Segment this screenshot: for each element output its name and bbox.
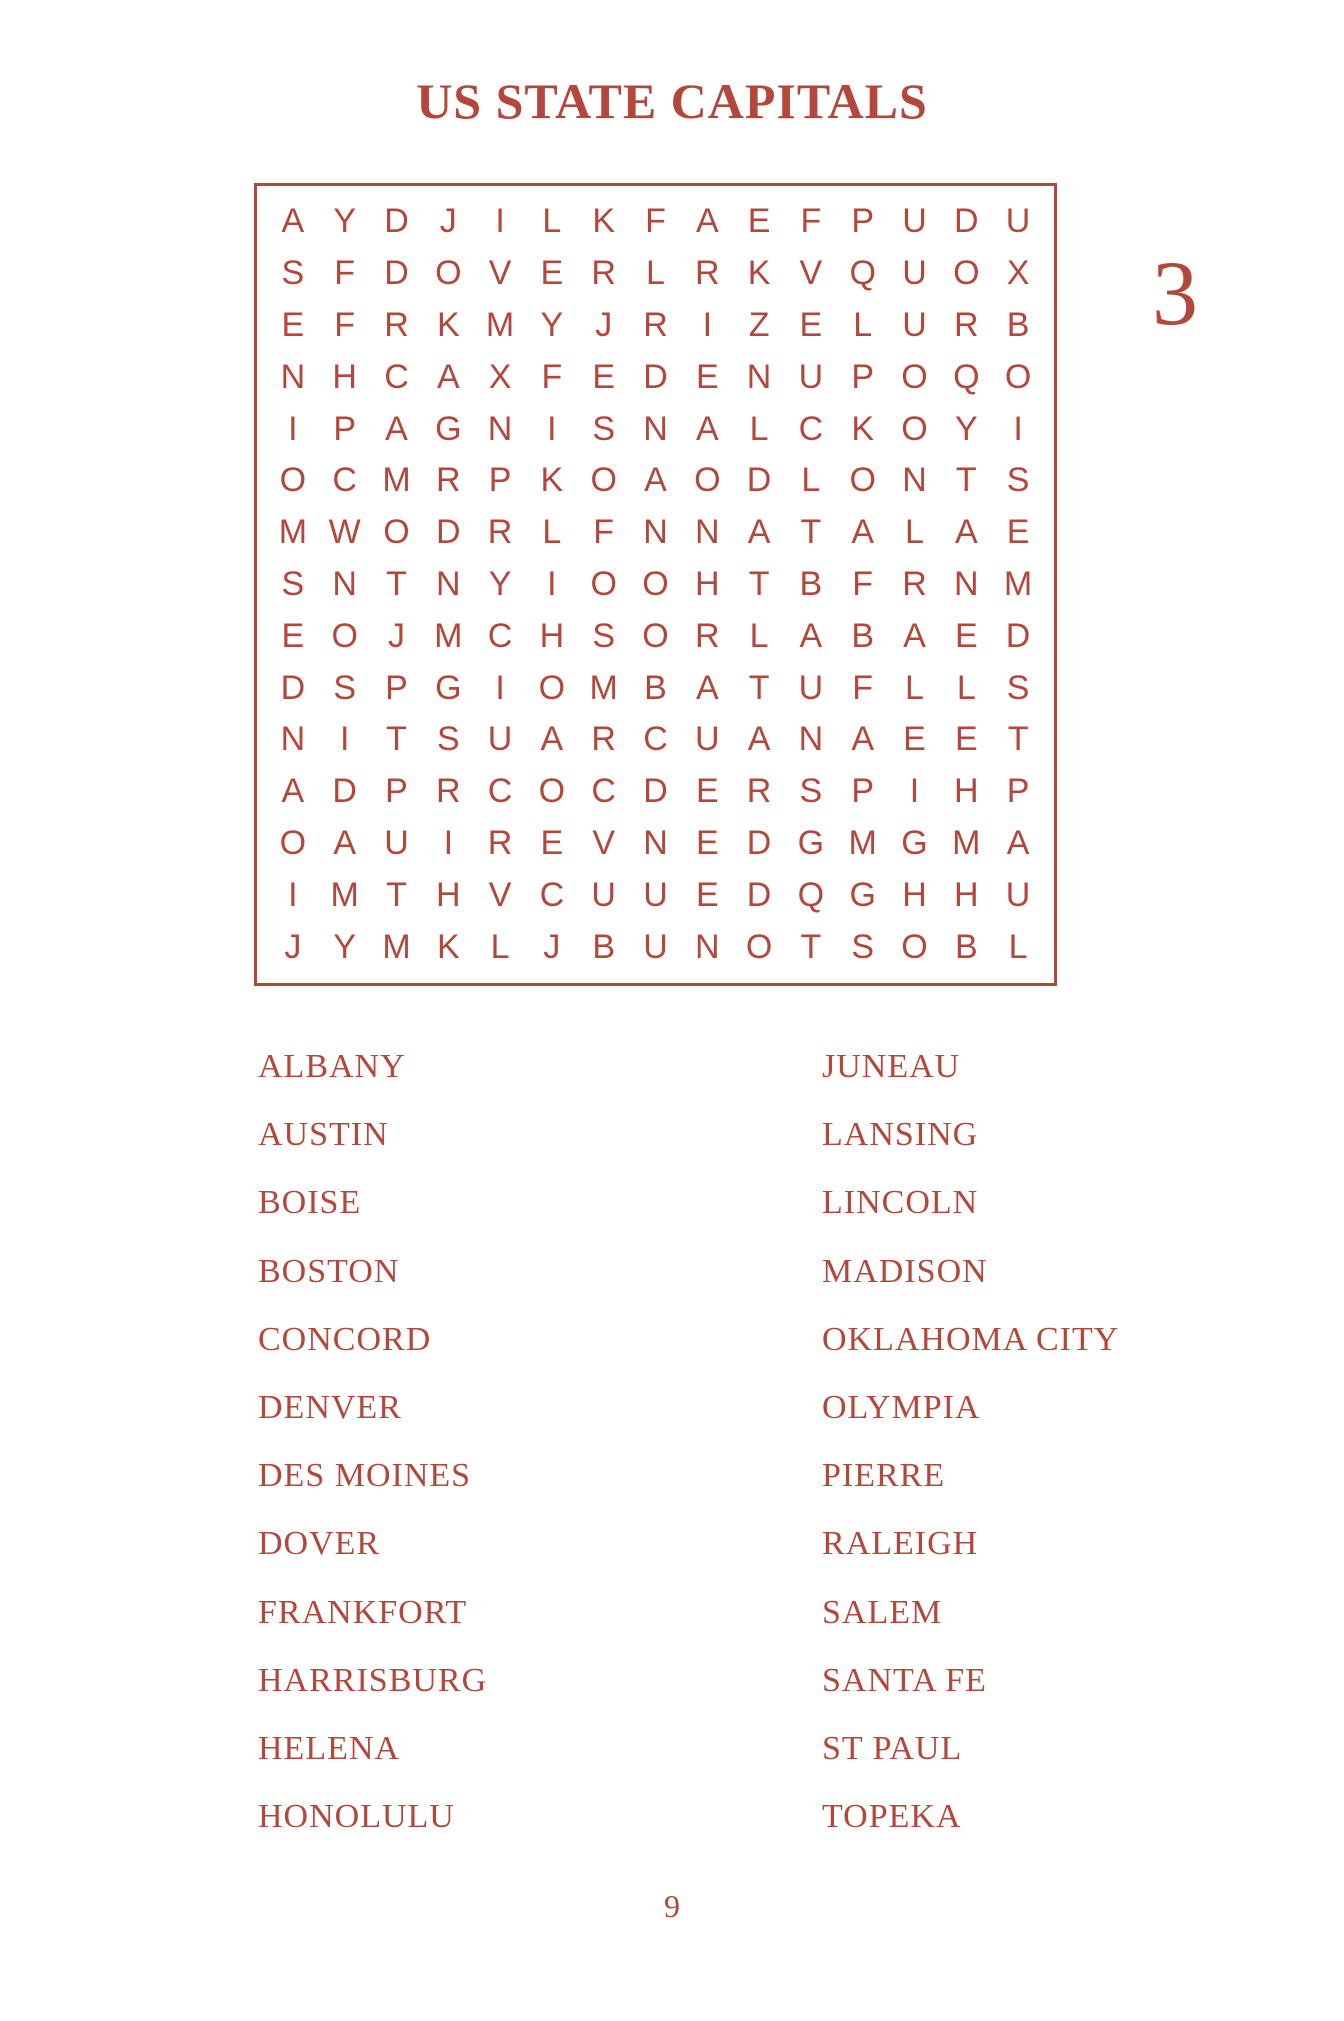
grid-letter: V — [488, 254, 512, 293]
grid-letter: A — [695, 409, 719, 448]
grid-letter: F — [334, 254, 356, 293]
grid-letter: H — [436, 875, 461, 914]
grid-letter: E — [540, 254, 564, 293]
grid-letter: T — [955, 461, 977, 500]
grid-letter: E — [695, 772, 719, 811]
grid-letter: D — [746, 875, 772, 914]
grid-letter: O — [849, 461, 876, 500]
grid-letter: U — [902, 202, 927, 241]
word-list-item: HARRISBURG — [258, 1661, 488, 1699]
grid-letter: E — [592, 357, 616, 396]
grid-letter: D — [332, 772, 357, 811]
grid-letter: U — [643, 927, 668, 966]
grid-letter: U — [695, 720, 720, 759]
grid-letter: A — [281, 202, 305, 241]
grid-letter: A — [1006, 823, 1030, 862]
grid-letter: O — [279, 823, 307, 862]
grid-letter: S — [333, 668, 357, 707]
grid-letter: B — [1006, 305, 1030, 344]
grid-letter: N — [332, 564, 357, 603]
grid-letter: M — [382, 927, 411, 966]
grid-letter: N — [280, 357, 306, 396]
grid-letter: O — [331, 616, 358, 655]
grid-letter: C — [487, 616, 513, 655]
grid-letter: S — [799, 772, 823, 811]
grid-letter: O — [901, 409, 928, 448]
grid-letter: A — [851, 513, 875, 552]
grid-letter: O — [435, 254, 462, 293]
grid-letter: L — [542, 513, 562, 552]
grid-letter: E — [281, 616, 305, 655]
grid-letter: P — [851, 202, 875, 241]
grid-letter: M — [382, 461, 411, 500]
grid-letter: I — [702, 305, 713, 344]
grid-letter: L — [490, 927, 510, 966]
grid-letter: U — [902, 254, 927, 293]
grid-letter: M — [952, 823, 981, 862]
grid-letter: E — [695, 875, 719, 914]
grid-letter: U — [798, 357, 824, 396]
grid-letter: S — [281, 254, 305, 293]
grid-letter: F — [334, 305, 356, 344]
grid-letter: M — [848, 823, 877, 862]
grid-letter: A — [436, 357, 460, 396]
word-list-item: DENVER — [258, 1388, 402, 1426]
grid-letter: P — [851, 357, 875, 396]
grid-letter: A — [747, 720, 771, 759]
grid-letter: A — [954, 513, 978, 552]
grid-letter: A — [281, 772, 305, 811]
grid-letter: A — [851, 720, 875, 759]
grid-letter: T — [386, 720, 407, 759]
grid-letter: J — [439, 202, 457, 241]
grid-letter: T — [1007, 720, 1029, 759]
grid-letter: S — [1006, 668, 1030, 707]
grid-letter: A — [385, 409, 408, 448]
grid-letter: M — [1003, 564, 1033, 603]
grid-letter: L — [853, 305, 873, 344]
grid-letter: R — [591, 720, 616, 759]
page-number: 9 — [664, 1888, 680, 1924]
grid-letter: K — [851, 409, 875, 448]
grid-letter: V — [488, 875, 512, 914]
grid-letter: S — [851, 927, 875, 966]
grid-letter: O — [538, 668, 566, 707]
grid-letter: J — [284, 927, 302, 966]
word-list-item: RALEIGH — [822, 1525, 979, 1563]
grid-letter: C — [591, 772, 616, 811]
grid-letter: K — [436, 305, 460, 344]
grid-letter: N — [643, 823, 668, 862]
grid-letter: N — [487, 409, 513, 448]
grid-letter: T — [800, 927, 822, 966]
grid-letter: D — [746, 823, 772, 862]
grid-letter: S — [1006, 461, 1030, 500]
word-list-item: FRANKFORT — [258, 1593, 468, 1631]
grid-letter: L — [801, 461, 821, 500]
grid-letter: H — [539, 616, 565, 655]
word-list-item: AUSTIN — [258, 1116, 389, 1154]
grid-letter: F — [852, 564, 874, 603]
grid-letter: P — [333, 409, 357, 448]
grid-letter: G — [435, 668, 462, 707]
word-list-left — [258, 1048, 487, 1866]
grid-letter: T — [748, 564, 770, 603]
grid-letter: V — [799, 254, 823, 293]
grid-letter: H — [902, 875, 927, 914]
grid-letter: I — [495, 668, 505, 707]
grid-letter: K — [747, 254, 771, 293]
grid-letter: M — [330, 875, 359, 914]
grid-letter: U — [384, 823, 409, 862]
grid-letter: A — [903, 616, 926, 655]
grid-letter: F — [541, 357, 563, 396]
grid-letter: T — [748, 668, 770, 707]
word-list-item: ALBANY — [258, 1048, 406, 1085]
grid-letter: R — [487, 823, 513, 862]
grid-letter: L — [956, 668, 976, 707]
grid-letter: Q — [849, 254, 876, 293]
grid-letter: D — [384, 254, 409, 293]
grid-letter: R — [695, 254, 720, 293]
grid-letter: Y — [954, 409, 978, 448]
grid-letter: V — [592, 823, 616, 862]
grid-letter: T — [800, 513, 822, 552]
grid-letter: A — [747, 513, 771, 552]
grid-letter: D — [436, 513, 461, 552]
grid-letter: G — [797, 823, 825, 862]
word-list-item: LANSING — [822, 1116, 979, 1154]
grid-letter: W — [328, 513, 361, 552]
grid-letter: N — [643, 513, 668, 552]
grid-letter: B — [954, 927, 978, 966]
grid-letter: F — [593, 513, 615, 552]
grid-letter: F — [645, 202, 666, 241]
grid-letter: E — [903, 720, 926, 759]
word-list-item: MADISON — [822, 1252, 988, 1290]
grid-letter: D — [643, 357, 668, 396]
grid-letter: U — [798, 668, 824, 707]
grid-letter: O — [1004, 357, 1032, 396]
word-list-item: HONOLULU — [258, 1798, 455, 1836]
grid-letter: C — [798, 409, 824, 448]
word-list-item: SALEM — [822, 1593, 943, 1631]
grid-letter: D — [954, 202, 979, 241]
grid-letter: A — [540, 720, 564, 759]
grid-letter: R — [695, 616, 720, 655]
grid-letter: M — [485, 305, 515, 344]
word-list-item: PIERRE — [822, 1457, 946, 1495]
grid-letter: O — [383, 513, 410, 552]
grid-letter: O — [590, 461, 617, 500]
grid-letter: F — [852, 668, 874, 707]
word-list-item: DOVER — [258, 1525, 381, 1563]
grid-letter: R — [746, 772, 772, 811]
grid-letter: B — [851, 616, 875, 655]
grid-letter: P — [851, 772, 875, 811]
grid-letter: K — [436, 927, 460, 966]
grid-letter: S — [592, 616, 616, 655]
grid-letter: L — [646, 254, 665, 293]
grid-letter: J — [543, 927, 561, 966]
grid-letter: I — [909, 772, 920, 811]
grid-letter: I — [443, 823, 454, 862]
word-list-item: BOISE — [258, 1184, 362, 1222]
grid-letter: F — [800, 202, 822, 241]
word-list-item: JUNEAU — [822, 1048, 961, 1085]
grid-letter: H — [954, 875, 979, 914]
grid-letter: I — [547, 409, 557, 448]
grid-letter: N — [902, 461, 927, 500]
grid-letter: X — [1006, 254, 1030, 293]
grid-letter: U — [487, 720, 513, 759]
grid-letter: O — [745, 927, 773, 966]
grid-letter: E — [799, 305, 823, 344]
grid-letter: I — [288, 409, 298, 448]
grid-letter: R — [436, 461, 461, 500]
grid-letter: L — [749, 616, 769, 655]
grid-letter: J — [387, 616, 405, 655]
grid-letter: H — [954, 772, 979, 811]
word-list-item: CONCORD — [258, 1320, 432, 1358]
grid-letter: Y — [488, 564, 512, 603]
grid-letter: B — [592, 927, 616, 966]
grid-letter: G — [435, 409, 462, 448]
grid-letter: R — [384, 305, 409, 344]
page-title: US STATE CAPITALS — [416, 73, 928, 129]
word-list-right — [822, 1048, 1119, 1866]
grid-letter: I — [288, 875, 298, 914]
grid-letter: G — [901, 823, 928, 862]
grid-letter: U — [1005, 202, 1031, 241]
word-list-item: OLYMPIA — [822, 1388, 981, 1426]
grid-letter: N — [280, 720, 306, 759]
grid-letter: R — [954, 305, 979, 344]
grid-letter: P — [385, 668, 408, 707]
grid-letter: R — [487, 513, 513, 552]
grid-letter: I — [339, 720, 350, 759]
grid-letter: Y — [540, 305, 564, 344]
grid-letter: N — [643, 409, 668, 448]
grid-letter: Z — [748, 305, 770, 344]
grid-letter: O — [642, 616, 669, 655]
word-list-item: OKLAHOMA CITY — [822, 1320, 1120, 1358]
grid-letter: R — [643, 305, 668, 344]
grid-letter: P — [385, 772, 408, 811]
word-list-item: BOSTON — [258, 1252, 400, 1290]
grid-letter: L — [749, 409, 769, 448]
grid-letter: E — [695, 357, 719, 396]
grid-letter: U — [902, 305, 927, 344]
grid-letter: P — [488, 461, 512, 500]
grid-letter: Q — [953, 357, 980, 396]
grid-letter: D — [384, 202, 409, 241]
grid-letter: E — [695, 823, 719, 862]
grid-letter: I — [495, 202, 505, 241]
grid-letter: H — [695, 564, 720, 603]
word-list-item: ST PAUL — [822, 1729, 963, 1767]
grid-letter: I — [1013, 409, 1023, 448]
grid-letter: B — [644, 668, 667, 707]
grid-letter: S — [592, 409, 616, 448]
grid-letter: X — [488, 357, 512, 396]
grid-letter: D — [643, 772, 668, 811]
grid-letter: J — [595, 305, 613, 344]
grid-letter: O — [953, 254, 980, 293]
grid-letter: G — [849, 875, 876, 914]
grid-letter: Q — [797, 875, 825, 914]
grid-letter: D — [1005, 616, 1031, 655]
grid-letter: C — [643, 720, 668, 759]
grid-letter: N — [695, 513, 720, 552]
grid-letter: L — [542, 202, 562, 241]
grid-letter: U — [1005, 875, 1031, 914]
grid-letter: E — [747, 202, 771, 241]
grid-letter: R — [591, 254, 616, 293]
grid-letter: E — [281, 305, 305, 344]
word-list-item: LINCOLN — [822, 1184, 979, 1222]
grid-letter: S — [281, 564, 305, 603]
grid-letter: N — [746, 357, 772, 396]
grid-letter: T — [386, 564, 407, 603]
grid-letter: A — [333, 823, 357, 862]
grid-letter: L — [905, 668, 924, 707]
grid-letter: U — [591, 875, 616, 914]
grid-letter: R — [902, 564, 927, 603]
grid-letter: Y — [333, 202, 357, 241]
grid-letter: U — [643, 875, 668, 914]
grid-letter: N — [954, 564, 979, 603]
word-list-item: SANTA FE — [822, 1661, 987, 1699]
grid-letter: K — [540, 461, 564, 500]
grid-letter: O — [279, 461, 307, 500]
grid-letter: O — [538, 772, 566, 811]
grid-letter: A — [695, 202, 719, 241]
grid-letter: D — [280, 668, 306, 707]
grid-letter: Y — [333, 927, 357, 966]
grid-letter: N — [798, 720, 824, 759]
grid-letter: A — [799, 616, 823, 655]
grid-letter: C — [332, 461, 357, 500]
grid-letter: P — [1006, 772, 1030, 811]
word-list-item: DES MOINES — [258, 1457, 472, 1495]
grid-letter: M — [589, 668, 618, 707]
grid-letter: C — [384, 357, 409, 396]
grid-letter: O — [694, 461, 721, 500]
grid-letter: O — [901, 927, 928, 966]
grid-letter: O — [590, 564, 617, 603]
grid-letter: E — [954, 720, 978, 759]
grid-letter: R — [436, 772, 461, 811]
word-list-item: TOPEKA — [822, 1798, 962, 1836]
grid-letter: N — [695, 927, 720, 966]
grid-letter: H — [332, 357, 357, 396]
grid-letter: S — [436, 720, 460, 759]
grid-letter: T — [386, 875, 407, 914]
grid-letter: I — [547, 564, 557, 603]
grid-letter: B — [799, 564, 823, 603]
grid-letter: C — [539, 875, 565, 914]
grid-letter: O — [642, 564, 669, 603]
grid-letter: L — [905, 513, 924, 552]
word-search-grid-frame — [254, 183, 1057, 986]
grid-letter: C — [487, 772, 513, 811]
grid-letter: M — [278, 513, 308, 552]
grid-letter: O — [901, 357, 928, 396]
word-search-grid — [267, 196, 1044, 973]
grid-letter: E — [954, 616, 978, 655]
grid-letter: D — [746, 461, 772, 500]
grid-letter: L — [1008, 927, 1028, 966]
grid-letter: E — [540, 823, 564, 862]
grid-letter: K — [592, 202, 616, 241]
grid-letter: M — [434, 616, 463, 655]
puzzle-number: 3 — [1152, 242, 1198, 344]
grid-letter: E — [1006, 513, 1030, 552]
grid-letter: A — [644, 461, 667, 500]
grid-letter: A — [695, 668, 719, 707]
grid-letter: N — [436, 564, 461, 603]
word-list-item: HELENA — [258, 1729, 400, 1767]
